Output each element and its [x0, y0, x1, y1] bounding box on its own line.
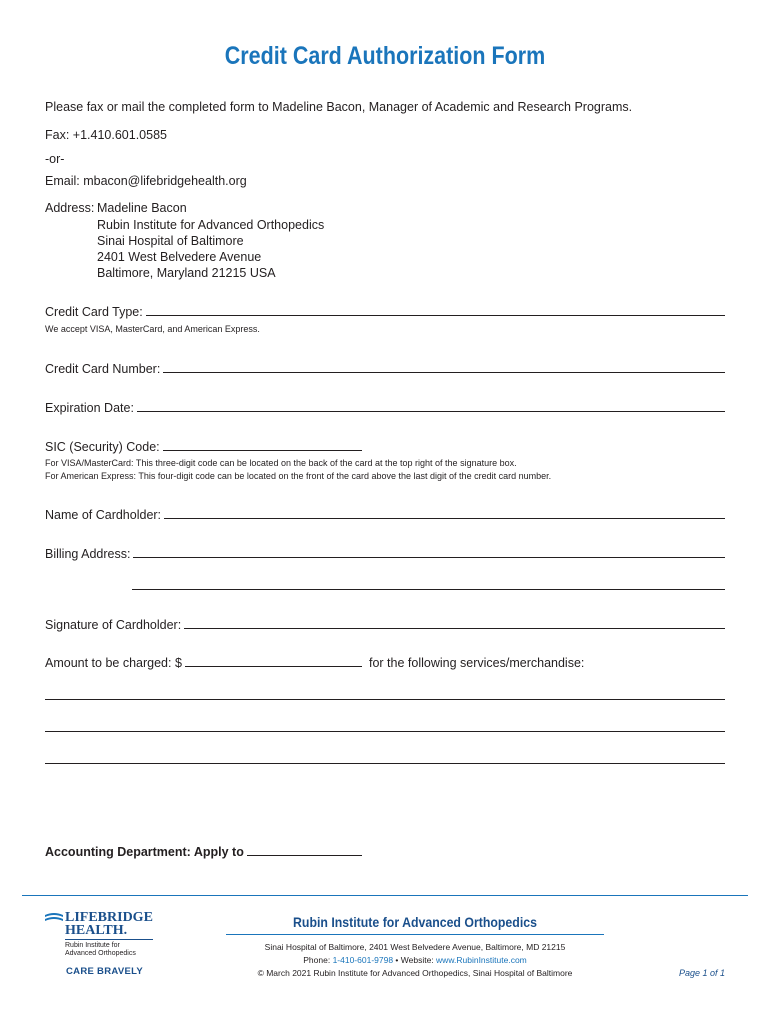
phone-link[interactable]: 1-410-601-9798: [332, 955, 394, 965]
services-input-line[interactable]: [45, 731, 725, 732]
signature-label: Signature of Cardholder:: [45, 618, 184, 632]
address-line: Madeline Bacon: [97, 201, 187, 215]
card-number-label: Credit Card Number:: [45, 362, 163, 376]
amount-label: Amount to be charged: $: [45, 656, 185, 670]
card-type-input-line[interactable]: [45, 315, 725, 316]
lifebridge-logo: [45, 911, 155, 958]
sic-note-amex: For American Express: This four-digit code can be located on the front of the card above the last digit of the credit card number.: [45, 471, 552, 481]
address-label: Address:: [45, 201, 95, 215]
amount-suffix-text: for the following services/merchandise:: [369, 656, 585, 670]
address-line: Sinai Hospital of Baltimore: [97, 234, 244, 248]
address-line: Rubin Institute for Advanced Orthopedics: [97, 218, 325, 232]
sic-note-visa: For VISA/MasterCard: This three-digit code can be located on the back of the card at the top right of the signature box.: [45, 458, 517, 468]
footer-org-divider: [226, 934, 604, 935]
expiration-input-line[interactable]: [45, 411, 725, 412]
footer-divider: [22, 895, 748, 896]
footer-contact: [226, 955, 604, 965]
instructions-text: Please fax or mail the completed form to Madeline Bacon, Manager of Academic and Research Programs.: [45, 100, 633, 114]
logo-sub-line-2: Advanced Orthopedics: [65, 950, 136, 957]
card-type-note: We accept VISA, MasterCard, and American Express.: [45, 324, 260, 334]
logo-wordmark-line-1: LIFEBRIDGE: [65, 910, 153, 925]
separator: •: [393, 955, 401, 965]
sic-label: SIC (Security) Code:: [45, 440, 163, 454]
billing-address-input-line-2[interactable]: [132, 589, 725, 590]
cardholder-name-label: Name of Cardholder:: [45, 508, 164, 522]
page-title: Credit Card Authorization Form: [224, 42, 546, 70]
logo-divider: [65, 939, 153, 940]
fax-text: Fax: +1.410.601.0585: [45, 128, 167, 142]
phone-label: Phone:: [303, 955, 333, 965]
services-input-line[interactable]: [45, 763, 725, 764]
logo-sub-line-1: Rubin Institute for: [65, 942, 120, 949]
address-line: 2401 West Belvedere Avenue: [97, 250, 262, 264]
footer-copyright: © March 2021 Rubin Institute for Advanced Orthopedics, Sinai Hospital of Baltimore: [257, 968, 573, 978]
services-input-line[interactable]: [45, 699, 725, 700]
or-text: -or-: [45, 152, 65, 166]
website-link[interactable]: www.RubinInstitute.com: [436, 955, 527, 965]
card-type-label: Credit Card Type:: [45, 305, 146, 319]
accounting-label: Accounting Department: Apply to: [45, 845, 247, 859]
expiration-label: Expiration Date:: [45, 401, 137, 415]
lifebridge-swoosh-icon: [45, 912, 63, 924]
footer-address: Sinai Hospital of Baltimore, 2401 West Belvedere Avenue, Baltimore, MD 21215: [264, 942, 566, 952]
page-number: Page 1 of 1: [678, 968, 725, 978]
logo-wordmark-line-2: HEALTH.: [65, 923, 128, 938]
footer-org-name: Rubin Institute for Advanced Orthopedics: [293, 914, 537, 930]
address-line: Baltimore, Maryland 21215 USA: [97, 266, 276, 280]
email-text: Email: mbacon@lifebridgehealth.org: [45, 174, 247, 188]
billing-address-label: Billing Address:: [45, 547, 133, 561]
billing-address-input-line[interactable]: [45, 557, 725, 558]
care-bravely-tagline: CARE BRAVELY: [66, 966, 143, 977]
website-label: Website:: [400, 955, 437, 965]
